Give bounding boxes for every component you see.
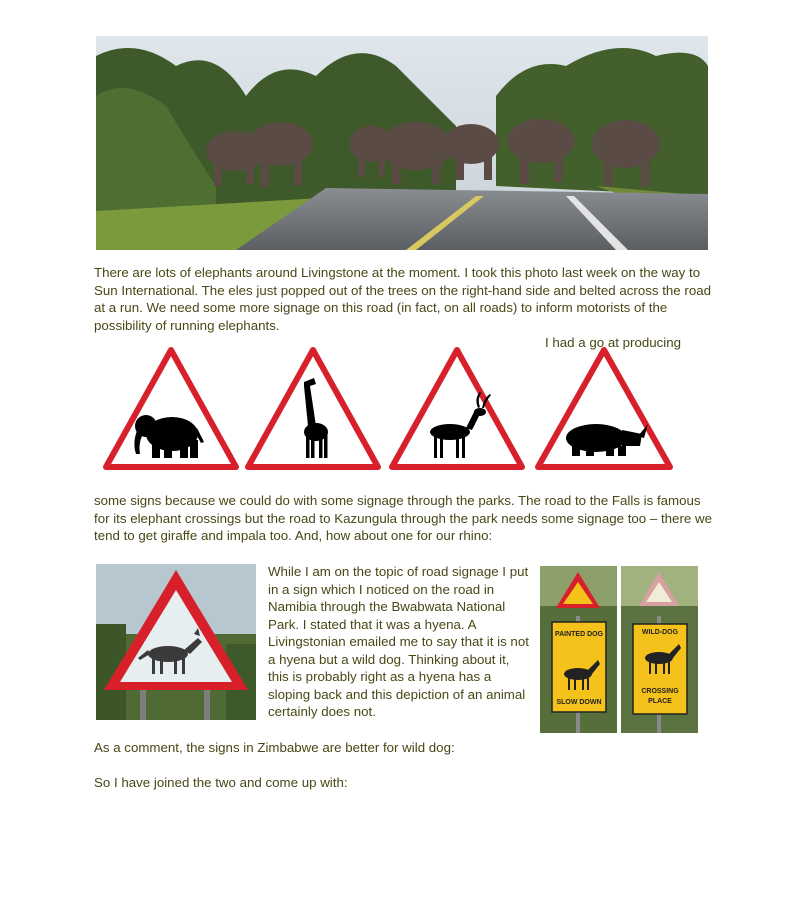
wild-dog-label: WILD-DOG <box>641 629 679 636</box>
paragraph-signs-start: I had a go at producing <box>545 335 682 350</box>
elephants-crossing-photo <box>96 36 708 250</box>
zimbabwe-painted-dog-sign-photo <box>540 566 617 733</box>
place-label: PLACE <box>648 698 672 705</box>
painted-dog-label: PAINTED DOG <box>554 631 604 638</box>
paragraph-zimbabwe-comment: As a comment, the signs in Zimbabwe are better for wild dog: <box>94 740 455 755</box>
paragraph-hyena: While I am on the topic of road signage I put in a sign which I noticed on the road in Namibia through the Bwabwata National Park. I stated that it was a hyena. A Livingstonian emailed me to say that it is not a hyena but a wild dog. Thinking about it, this is probably right as a hyena has a sloping back and this depiction of an animal certainly does not. <box>268 564 529 719</box>
elephant-sign <box>102 346 240 472</box>
crossing-label: CROSSING <box>641 688 679 695</box>
zimbabwe-wild-dog-crossing-sign-photo <box>621 566 698 733</box>
rhino-sign <box>534 346 674 472</box>
giraffe-sign <box>244 346 382 472</box>
paragraph-joined: So I have joined the two and come up with: <box>94 775 348 790</box>
paragraph-elephants: There are lots of elephants around Livingstone at the moment. I took this photo last week on the way to Sun International. The eles just popped out of the trees on the right-hand side and belted across the road at a run. We need some more signage on this road (in fact, on all roads) to inform motorists of the possibility of running elephants. <box>94 265 712 333</box>
paragraph-signs-rest: some signs because we could do with some signage through the parks. The road to the Falls is famous for its elephant crossings but the road to Kazungula through the park needs some signage too – there we tend to get giraffe and impala too. And, how about one for our rhino: <box>94 493 712 543</box>
namibia-wild-dog-sign-photo <box>96 564 256 720</box>
slow-down-label: SLOW DOWN <box>556 699 602 706</box>
impala-sign <box>388 346 526 472</box>
